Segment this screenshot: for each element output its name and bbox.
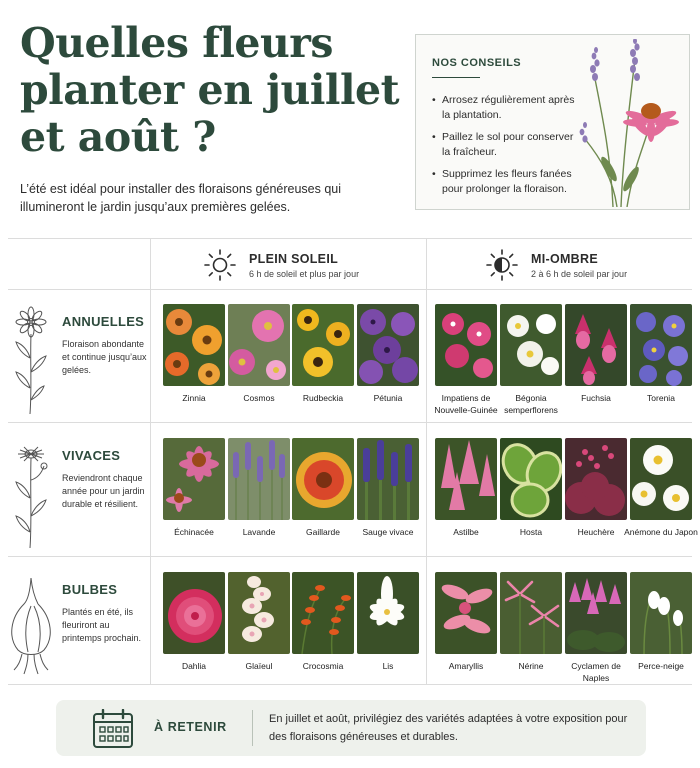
plant-name: Glaïeul — [245, 661, 273, 671]
row-label-perennials — [8, 440, 148, 550]
row-description: Plantés en été, ils fleuriront au printemps prochain. — [62, 607, 142, 643]
nerine-photo — [500, 572, 562, 654]
exposure-half-shade — [485, 248, 685, 288]
crocosmia-photo — [292, 572, 354, 654]
plant-name: Amaryllis — [448, 661, 484, 671]
grid-line-row-1 — [8, 422, 692, 423]
salvia-photo — [357, 438, 419, 520]
plant-name: Bégonia semperflorens — [504, 393, 558, 415]
petunia-photo — [357, 304, 419, 386]
row-name: VIVACES — [62, 448, 121, 463]
plant-name: Anémone du Japon — [624, 527, 698, 537]
impatiens-photo — [435, 304, 497, 386]
plant-name: Zinnia — [182, 393, 206, 403]
plant-name: Cosmos — [243, 393, 275, 403]
plant-name: Heuchère — [577, 527, 615, 537]
exposure-full-sun — [203, 248, 423, 288]
plant-name: Perce-neige — [638, 661, 684, 671]
cosmos-photo — [228, 304, 290, 386]
grid-line-header — [8, 289, 692, 290]
exposure-subtitle: 6 h de soleil et plus par jour — [249, 269, 360, 279]
cyclamen-photo — [565, 572, 627, 654]
half-shade-icon — [485, 248, 519, 282]
lavender-photo — [228, 438, 290, 520]
plant-name: Lavande — [242, 527, 276, 537]
sun-icon — [203, 248, 237, 282]
plant-name: Hosta — [519, 527, 543, 537]
tips-divider — [432, 77, 480, 78]
plant-name: Échinacée — [174, 527, 214, 537]
lavender-echinacea-illustration — [573, 39, 683, 207]
plant-name: Astilbe — [453, 527, 479, 537]
gaillardia-photo — [292, 438, 354, 520]
exposure-title: MI-OMBRE — [531, 252, 598, 266]
anemone-photo — [630, 438, 692, 520]
plant-name: Pétunia — [373, 393, 403, 403]
grid-line-label-col — [150, 238, 151, 684]
plant-name: Torenia — [647, 393, 675, 403]
zinnia-photo — [163, 304, 225, 386]
remember-divider — [252, 710, 253, 746]
begonia-photo — [500, 304, 562, 386]
astilbe-photo — [435, 438, 497, 520]
tips-list — [432, 93, 582, 204]
torenia-photo — [630, 304, 692, 386]
page-title: Quelles fleurs planter en juillet et août ? — [20, 19, 400, 161]
plant-name: Impatiens de Nouvelle-Guinée — [434, 393, 498, 415]
row-description: Reviendront chaque année pour un jardin durable et résilient. — [62, 473, 145, 509]
plant-name: Fuchsia — [581, 393, 611, 403]
exposure-subtitle: 2 à 6 h de soleil par jour — [531, 269, 628, 279]
tip-item: • Paillez le sol pour conserver la fraîcheur. — [432, 130, 582, 160]
row-name: ANNUELLES — [62, 314, 145, 329]
gladiolus-photo — [228, 572, 290, 654]
plant-name: Lis — [382, 661, 394, 671]
hosta-photo — [500, 438, 562, 520]
row-description: Floraison abondante et continue jusqu’aux gelées. — [62, 339, 147, 375]
fuchsia-photo — [565, 304, 627, 386]
echinacea-photo — [163, 438, 225, 520]
rudbeckia-photo — [292, 304, 354, 386]
plant-name: Rudbeckia — [302, 393, 344, 403]
grid-line-bottom — [8, 684, 692, 685]
grid-line-row-2 — [8, 556, 692, 557]
intro-text: L’été est idéal pour installer des floraisons généreuses qui illumineront le jardin jusqu’aux premières gelées. — [20, 182, 342, 214]
plant-name: Dahlia — [181, 661, 207, 671]
snowdrop-photo — [630, 572, 692, 654]
plant-name: Sauge vivace — [362, 527, 414, 537]
plant-name: Gaillarde — [305, 527, 341, 537]
exposure-title: PLEIN SOLEIL — [249, 252, 339, 266]
calendar-icon — [92, 709, 134, 749]
perennial-flower-icon — [8, 440, 54, 550]
grid-line-exposure-split — [426, 238, 427, 684]
remember-title: À RETENIR — [154, 720, 227, 734]
tips-box — [415, 34, 690, 210]
tips-title: NOS CONSEILS — [432, 57, 522, 69]
remember-banner — [56, 700, 646, 756]
plant-name: Nérine — [518, 661, 544, 671]
amaryllis-photo — [435, 572, 497, 654]
row-name: BULBES — [62, 582, 118, 597]
remember-text: En juillet et août, privilégiez des variétés adaptées à votre exposition pour des floraisons généreuses et durables. — [269, 713, 628, 743]
lily-photo — [357, 572, 419, 654]
plant-name: Crocosmia — [302, 661, 344, 671]
bulb-icon — [8, 574, 54, 684]
dahlia-photo — [163, 572, 225, 654]
daisy-icon — [8, 306, 54, 416]
tip-item: • Arrosez régulièrement après la plantation. — [432, 93, 582, 123]
grid-line-top — [8, 238, 692, 239]
plant-name: Cyclamen de Naples — [571, 661, 621, 683]
heuchera-photo — [565, 438, 627, 520]
row-label-bulbs — [8, 574, 148, 674]
row-label-annuals — [8, 306, 148, 416]
tip-item: • Supprimez les fleurs fanées pour prolonger la floraison. — [432, 167, 582, 197]
